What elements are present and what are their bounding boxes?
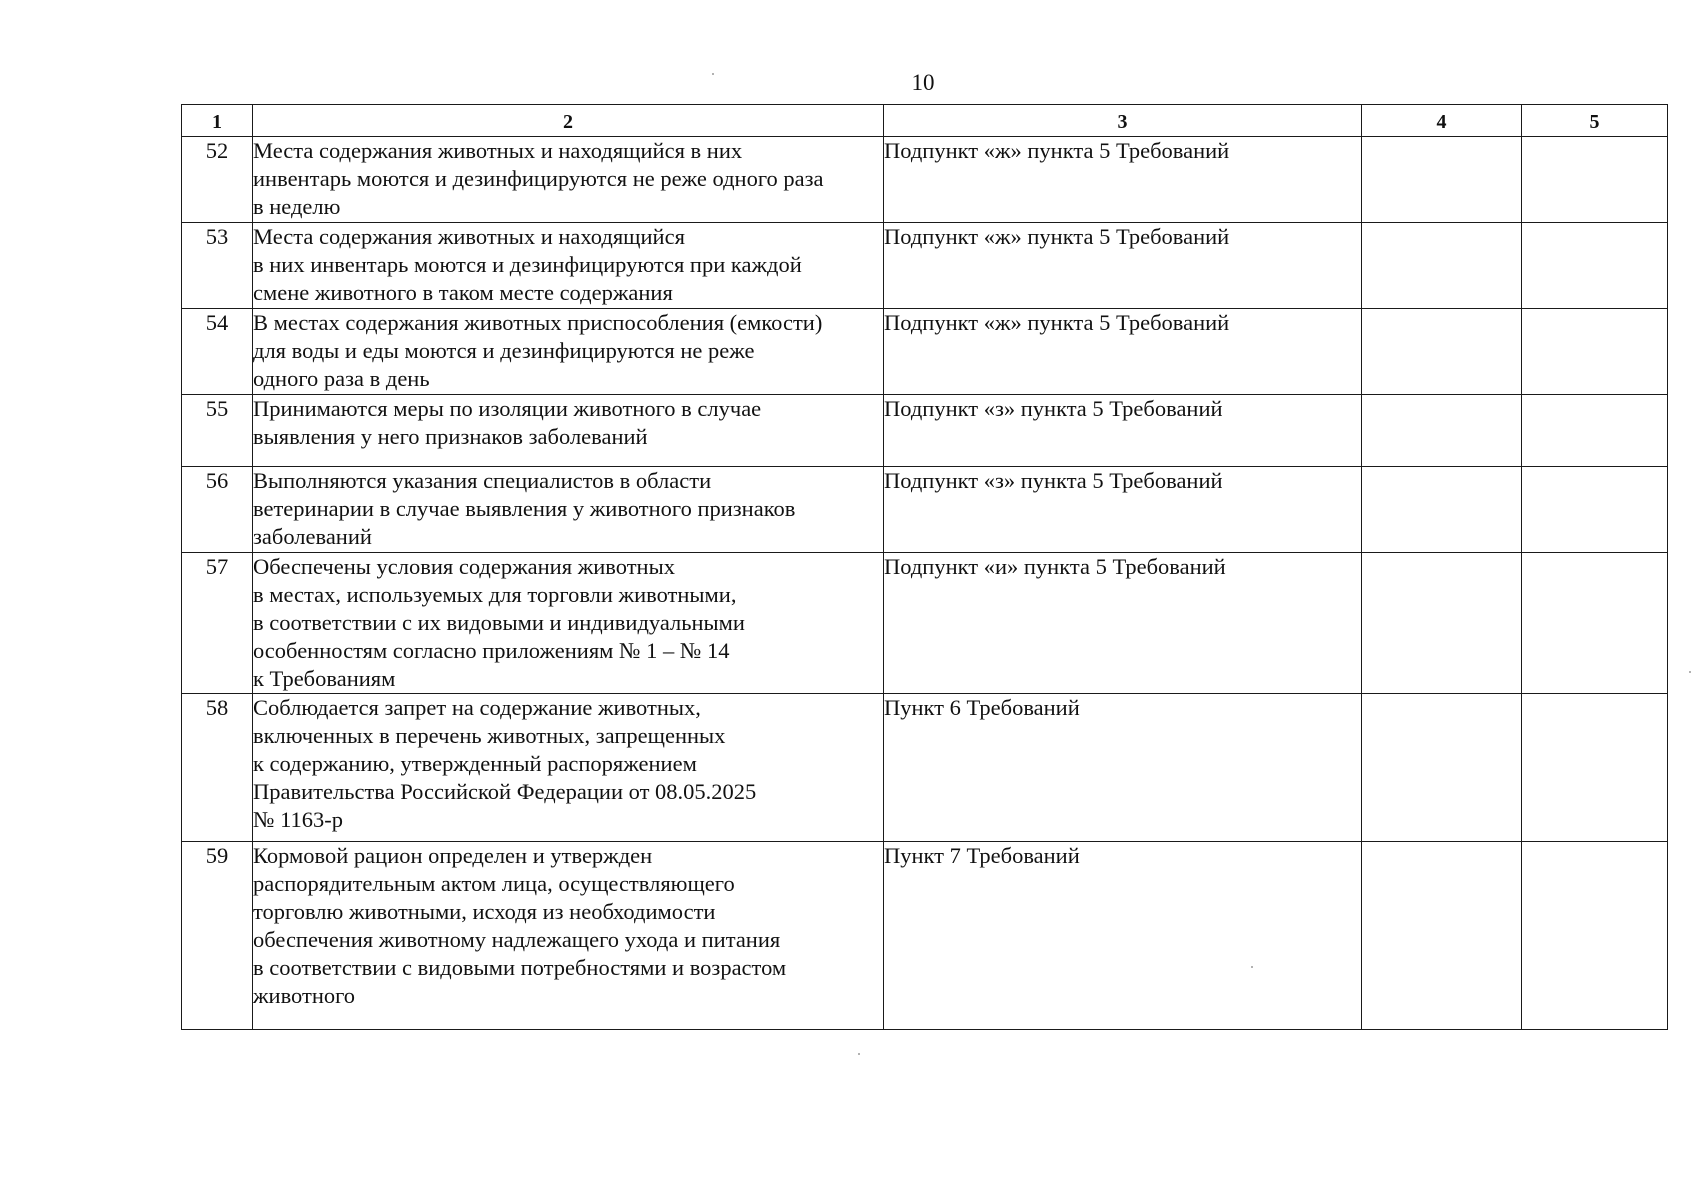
- requirement-text-line: заболеваний: [253, 524, 372, 549]
- row-number: 58: [182, 694, 253, 842]
- requirement-text-line: ветеринарии в случае выявления у животного признаков: [253, 496, 796, 521]
- table-row: [182, 309, 1668, 395]
- column-4-cell: [1362, 309, 1522, 395]
- row-number: 56: [182, 467, 253, 553]
- requirement-text-line: для воды и еды моются и дезинфицируются не реже: [253, 338, 755, 363]
- table-body: [182, 137, 1668, 1030]
- scan-speck: [712, 73, 714, 75]
- column-4-cell: [1362, 395, 1522, 467]
- column-header: 4: [1362, 105, 1522, 137]
- column-5-cell: [1522, 694, 1668, 842]
- page-number: 10: [911, 70, 935, 95]
- requirement-cell: [253, 467, 884, 553]
- row-number: 59: [182, 842, 253, 1030]
- requirement-text-line: в них инвентарь моются и дезинфицируются при каждой: [253, 252, 802, 277]
- requirement-cell: [253, 694, 884, 842]
- header-row: [182, 105, 1668, 137]
- column-header: 5: [1522, 105, 1668, 137]
- table-row: [182, 223, 1668, 309]
- requirement-cell: [253, 309, 884, 395]
- requirement-text-line: Обеспечены условия содержания животных: [253, 554, 675, 579]
- column-5-cell: [1522, 137, 1668, 223]
- requirement-cell: [253, 223, 884, 309]
- scan-speck: [1689, 671, 1691, 673]
- column-5-cell: [1522, 223, 1668, 309]
- requirement-text-line: к Требованиям: [253, 666, 396, 691]
- column-5-cell: [1522, 309, 1668, 395]
- column-header: 3: [884, 105, 1362, 137]
- requirement-text-line: одного раза в день: [253, 366, 430, 391]
- requirement-text-line: животного: [253, 983, 356, 1008]
- table-row: [182, 395, 1668, 467]
- reference-cell: Подпункт «ж» пункта 5 Требований: [884, 223, 1362, 309]
- row-number: 53: [182, 223, 253, 309]
- column-4-cell: [1362, 137, 1522, 223]
- column-header: 2: [253, 105, 884, 137]
- requirement-text-line: выявления у него признаков заболеваний: [253, 424, 648, 449]
- reference-cell: Подпункт «ж» пункта 5 Требований: [884, 309, 1362, 395]
- requirement-text-line: Места содержания животных и находящийся: [253, 224, 685, 249]
- requirement-text-line: Соблюдается запрет на содержание животных,: [253, 695, 701, 720]
- requirement-text-line: Выполняются указания специалистов в области: [253, 468, 712, 493]
- scan-speck: [1251, 966, 1253, 968]
- row-number: 55: [182, 395, 253, 467]
- reference-cell: Пункт 6 Требований: [884, 694, 1362, 842]
- row-number: 52: [182, 137, 253, 223]
- reference-cell: Подпункт «з» пункта 5 Требований: [884, 467, 1362, 553]
- requirement-text-line: В местах содержания животных приспособления (емкости): [253, 310, 823, 335]
- requirement-text-line: в соответствии с их видовыми и индивидуальными: [253, 610, 745, 635]
- reference-cell: Подпункт «ж» пункта 5 Требований: [884, 137, 1362, 223]
- requirement-text-line: в соответствии с видовыми потребностями и возрастом: [253, 955, 787, 980]
- column-4-cell: [1362, 553, 1522, 694]
- column-4-cell: [1362, 223, 1522, 309]
- column-5-cell: [1522, 553, 1668, 694]
- requirement-cell: [253, 553, 884, 694]
- requirement-text-line: включенных в перечень животных, запрещенных: [253, 723, 726, 748]
- requirement-text-line: в неделю: [253, 194, 341, 219]
- requirement-text-line: Кормовой рацион определен и утвержден: [253, 843, 653, 868]
- requirement-text-line: в местах, используемых для торговли животными,: [253, 582, 737, 607]
- column-5-cell: [1522, 842, 1668, 1030]
- table-row: [182, 694, 1668, 842]
- reference-cell: Подпункт «и» пункта 5 Требований: [884, 553, 1362, 694]
- requirements-table: [181, 104, 1668, 1030]
- column-header: 1: [182, 105, 253, 137]
- requirement-cell: [253, 137, 884, 223]
- reference-cell: Пункт 7 Требований: [884, 842, 1362, 1030]
- requirement-cell: [253, 395, 884, 467]
- requirement-text-line: инвентарь моются и дезинфицируются не реже одного раза: [253, 166, 824, 191]
- requirement-text-line: Правительства Российской Федерации от 08.05.2025: [253, 779, 757, 804]
- scan-speck: [858, 1053, 860, 1055]
- row-number: 54: [182, 309, 253, 395]
- table-row: [182, 137, 1668, 223]
- column-4-cell: [1362, 842, 1522, 1030]
- column-5-cell: [1522, 395, 1668, 467]
- requirement-text-line: смене животного в таком месте содержания: [253, 280, 673, 305]
- requirement-text-line: распорядительным актом лица, осуществляющего: [253, 871, 735, 896]
- requirement-cell: [253, 842, 884, 1030]
- requirement-text-line: Принимаются меры по изоляции животного в случае: [253, 396, 762, 421]
- requirement-text-line: Места содержания животных и находящийся в них: [253, 138, 743, 163]
- table-row: [182, 842, 1668, 1030]
- column-4-cell: [1362, 467, 1522, 553]
- requirement-text-line: к содержанию, утвержденный распоряжением: [253, 751, 697, 776]
- column-4-cell: [1362, 694, 1522, 842]
- requirement-text-line: обеспечения животному надлежащего ухода и питания: [253, 927, 781, 952]
- reference-cell: Подпункт «з» пункта 5 Требований: [884, 395, 1362, 467]
- requirement-text-line: № 1163-р: [253, 807, 343, 832]
- table-row: [182, 553, 1668, 694]
- requirement-text-line: особенностям согласно приложениям № 1 – № 14: [253, 638, 730, 663]
- table-row: [182, 467, 1668, 553]
- column-5-cell: [1522, 467, 1668, 553]
- requirement-text-line: торговлю животными, исходя из необходимости: [253, 899, 716, 924]
- row-number: 57: [182, 553, 253, 694]
